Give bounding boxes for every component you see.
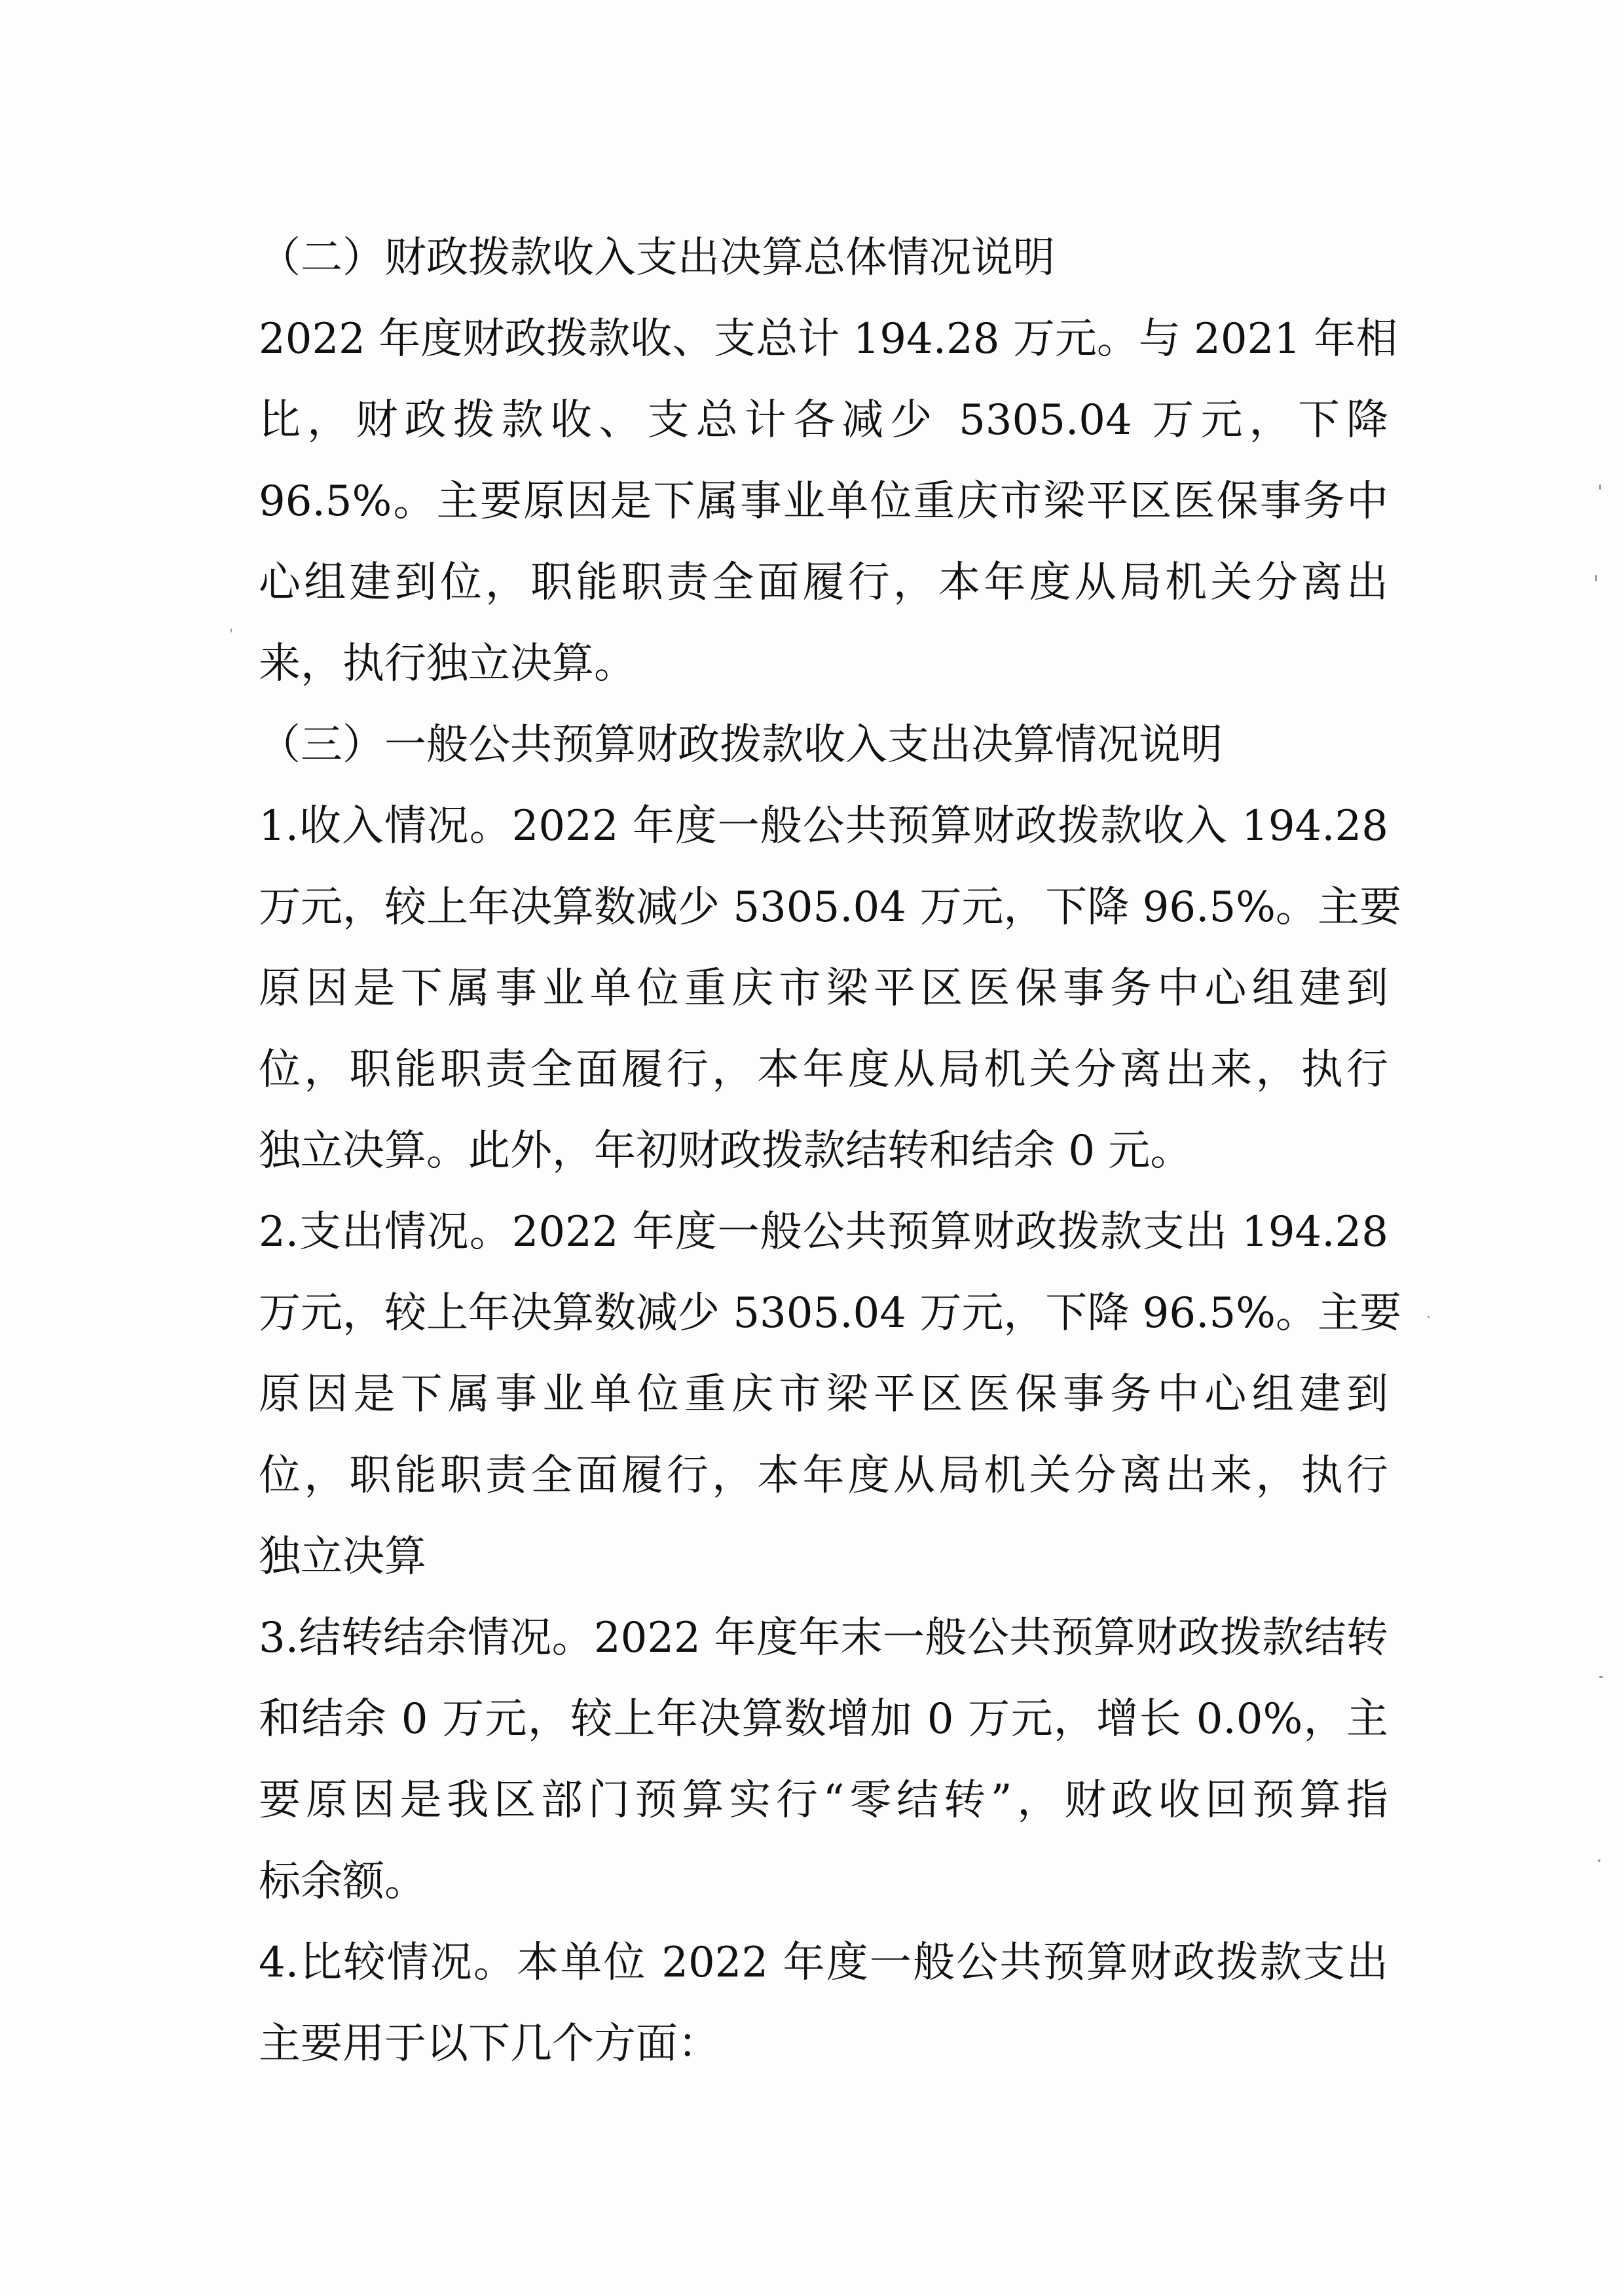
income-paragraph-line: 独立决算。此外，年初财政拨款结转和结余 0 元。 xyxy=(259,1127,1192,1175)
scan-artifact xyxy=(1598,1859,1600,1862)
carryover-paragraph-line: 要原因是我区部门预算实行“零结转”，财政收回预算指 xyxy=(259,1776,1388,1825)
paragraph-line: 96.5%。主要原因是下属事业单位重庆市梁平区医保事务中 xyxy=(259,477,1388,526)
carryover-paragraph-line: 3.结转结余情况。2022 年度年末一般公共预算财政拨款结转 xyxy=(259,1614,1388,1662)
document-body xyxy=(259,217,1401,2085)
scan-artifact xyxy=(1599,484,1601,490)
paragraph-line: 心组建到位，职能职责全面履行，本年度从局机关分离出 xyxy=(259,558,1388,607)
carryover-paragraph-line: 标余额。 xyxy=(259,1857,426,1906)
comparison-paragraph-line: 4.比较情况。本单位 2022 年度一般公共预算财政拨款支出 xyxy=(259,1939,1388,1987)
section-heading-2: （二）财政拨款收入支出决算总体情况说明 xyxy=(259,234,1055,282)
scan-artifact xyxy=(231,629,232,632)
scan-artifact xyxy=(1428,1316,1430,1318)
section-heading-3: （三）一般公共预算财政拨款收入支出决算情况说明 xyxy=(259,721,1223,769)
paragraph-line: 来，执行独立决算。 xyxy=(259,640,636,688)
income-paragraph-line: 原因是下属事业单位重庆市梁平区医保事务中心组建到 xyxy=(259,964,1388,1013)
income-paragraph-line: 万元，较上年决算数减少 5305.04 万元，下降 96.5%。主要 xyxy=(259,883,1401,932)
carryover-paragraph-line: 和结余 0 万元，较上年决算数增加 0 万元，增长 0.0%，主 xyxy=(259,1695,1388,1743)
expenditure-paragraph-line: 独立决算 xyxy=(259,1533,426,1581)
scan-artifact xyxy=(1599,1676,1603,1678)
expenditure-paragraph-line: 位，职能职责全面履行，本年度从局机关分离出来，执行 xyxy=(259,1451,1388,1500)
income-paragraph-line: 位，职能职责全面履行，本年度从局机关分离出来，执行 xyxy=(259,1046,1388,1094)
scan-artifact xyxy=(1595,575,1597,581)
paragraph-line: 比，财政拨款收、支总计各减少 5305.04 万元，下降 xyxy=(259,396,1388,445)
paragraph-line: 2022 年度财政拨款收、支总计 194.28 万元。与 2021 年相 xyxy=(259,315,1398,363)
expenditure-paragraph-line: 万元，较上年决算数减少 5305.04 万元，下降 96.5%。主要 xyxy=(259,1289,1401,1338)
expenditure-paragraph-line: 2.支出情况。2022 年度一般公共预算财政拨款支出 194.28 xyxy=(259,1208,1388,1256)
income-paragraph-line: 1.收入情况。2022 年度一般公共预算财政拨款收入 194.28 xyxy=(259,802,1388,850)
expenditure-paragraph-line: 原因是下属事业单位重庆市梁平区医保事务中心组建到 xyxy=(259,1370,1388,1419)
comparison-paragraph-line: 主要用于以下几个方面： xyxy=(259,2020,720,2068)
